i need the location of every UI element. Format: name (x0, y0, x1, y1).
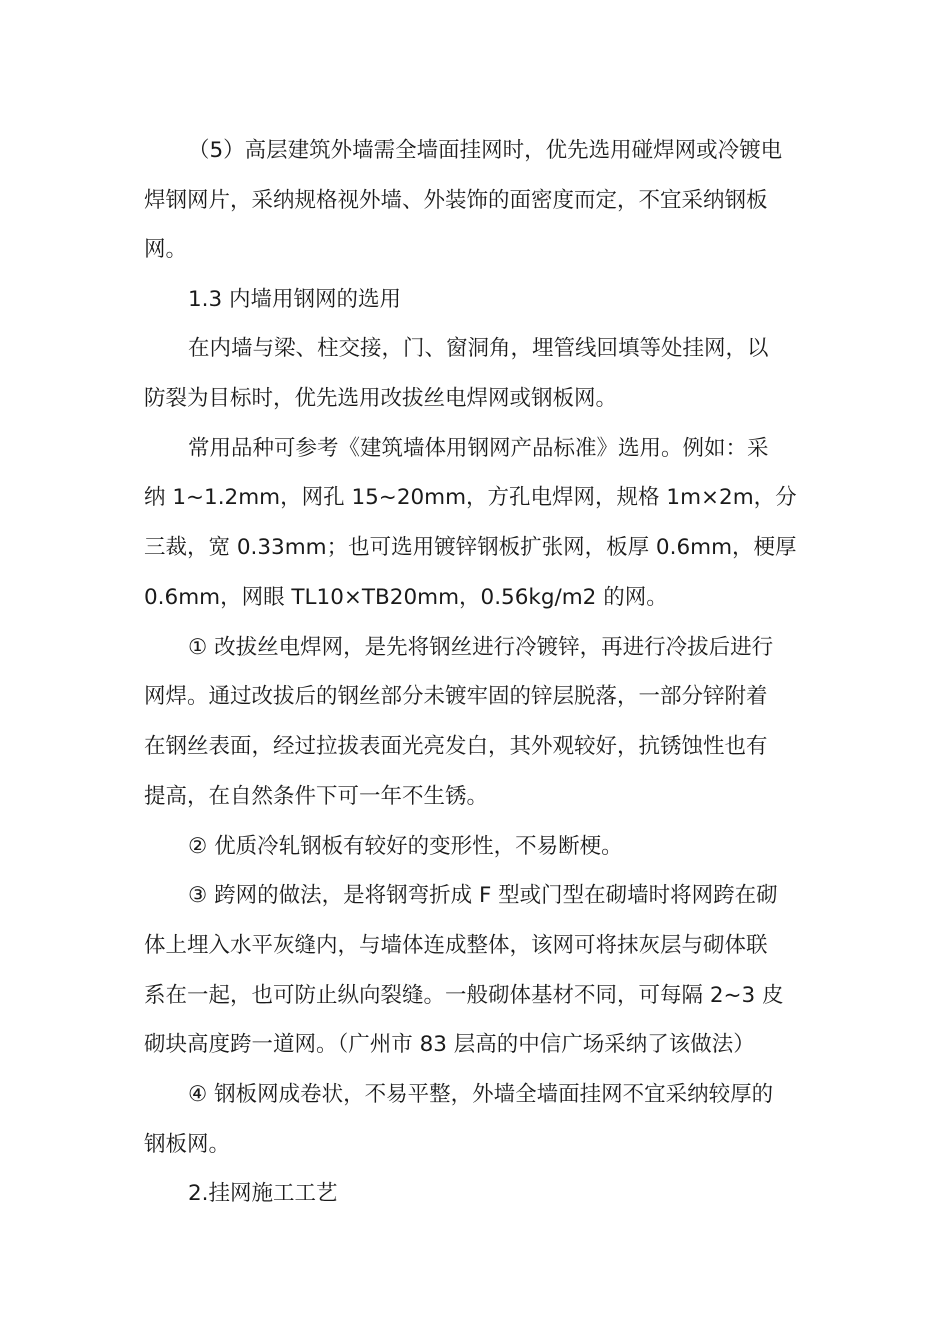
para-inner-wall-line-2: 防裂为目标时，优先选用改拔丝电焊网或钢板网。 (144, 386, 618, 411)
item-4-line-2: 钢板网。 (144, 1132, 231, 1157)
para-inner-wall-line-1: 在内墙与梁、柱交接，门、窗洞角，埋管线回填等处挂网，以 (188, 336, 769, 361)
item-3-line-2: 体上埋入水平灰缝内，与墙体连成整体，该网可将抹灰层与砌体联 (144, 933, 768, 958)
item-3-line-4: 砌块高度跨一道网。（广州市 83 层高的中信广场采纳了该做法） (144, 1032, 755, 1057)
para-5-line-3: 网。 (144, 237, 188, 262)
section-heading-1-3: 1.3 内墙用钢网的选用 (188, 287, 402, 312)
item-1-line-2: 网焊。通过改拔后的钢丝部分未镀牢固的锌层脱落，一部分锌附着 (144, 684, 768, 709)
section-heading-2: 2.挂网施工工艺 (188, 1181, 338, 1206)
para-common-line-4: 0.6mm，网眼 TL10×TB20mm，0.56kg/m2 的网。 (144, 585, 668, 610)
item-1-line-1: ① 改拔丝电焊网，是先将钢丝进行冷镀锌，再进行冷拔后进行 (188, 635, 774, 660)
item-4-line-1: ④ 钢板网成卷状，不易平整，外墙全墙面挂网不宜采纳较厚的 (188, 1082, 774, 1107)
item-3-line-1: ③ 跨网的做法，是将钢弯折成 F 型或门型在砌墙时将网跨在砌 (188, 883, 778, 908)
item-2-line-1: ② 优质冷轧钢板有较好的变形性，不易断梗。 (188, 834, 623, 859)
item-1-line-4: 提高，在自然条件下可一年不生锈。 (144, 784, 489, 809)
item-3-line-3: 系在一起，也可防止纵向裂缝。一般砌体基材不同，可每隔 2~3 皮 (144, 983, 784, 1008)
item-1-line-3: 在钢丝表面，经过拉拔表面光亮发白，其外观较好，抗锈蚀性也有 (144, 734, 768, 759)
para-common-line-2: 纳 1~1.2mm，网孔 15~20mm，方孔电焊网，规格 1m×2m，分 (144, 485, 797, 510)
para-common-line-3: 三裁，宽 0.33mm；也可选用镀锌钢板扩张网，板厚 0.6mm，梗厚 (144, 535, 797, 560)
para-5-line-2: 焊钢网片，采纳规格视外墙、外装饰的面密度而定，不宜采纳钢板 (144, 188, 768, 213)
para-5-line-1: （5）高层建筑外墙需全墙面挂网时，优先选用碰焊网或冷镀电 (188, 138, 783, 163)
para-common-line-1: 常用品种可参考《建筑墙体用钢网产品标准》选用。例如：采 (188, 436, 769, 461)
